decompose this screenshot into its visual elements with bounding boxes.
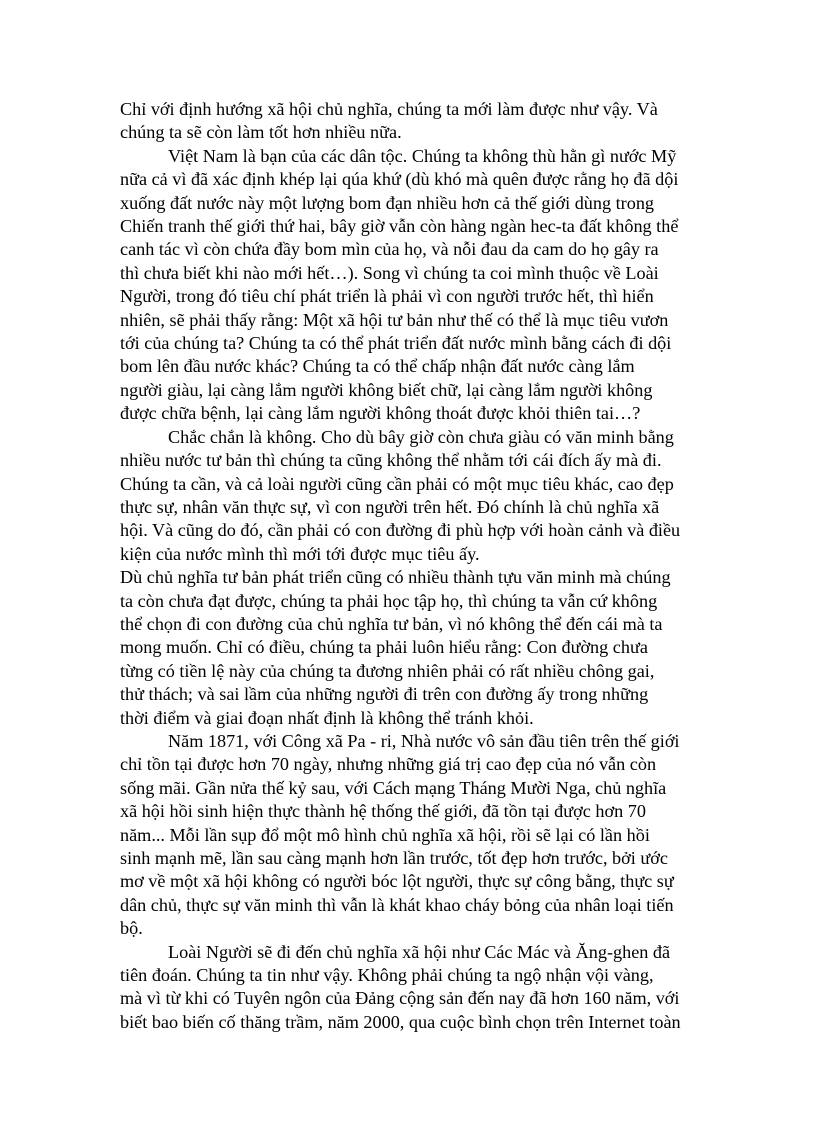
text-line: Dù chủ nghĩa tư bản phát triển cũng có nhiều thành tựu văn minh mà chúng [120,567,671,588]
text-line: Người, trong đó tiêu chí phát triển là phải vì con người trước hết, thì hiển [120,286,654,307]
paragraph-1 [120,98,700,145]
text-line: nhiên, sẽ phải thấy rằng: Một xã hội tư bản như thế có thể là mục tiêu vươn [120,309,669,330]
text-line: hội. Và cũng do đó, cần phải có con đường đi phù hợp với hoàn cảnh và điều [120,520,681,541]
body-text [120,98,700,1034]
text-line: Chỉ với định hướng xã hội chủ nghĩa, chúng ta mới làm được như vậy. Và [120,99,658,119]
paragraph-4 [120,566,700,730]
text-line: tiên đoán. Chúng ta tin như vậy. Không phải chúng ta ngộ nhận vội vàng, [120,965,654,986]
text-line: xã hội hồi sinh hiện thực thành hệ thống thế giới, đã tồn tại được hơn 70 [120,801,646,822]
text-line: kiện của nước mình thì mới tới được mục tiêu ấy. [120,543,480,564]
text-line: Chúng ta cần, và cả loài người cũng cần phải có một mục tiêu khác, cao đẹp [120,473,674,494]
text-line: sống mãi. Gần nửa thế kỷ sau, với Cách mạng Tháng Mười Nga, chủ nghĩa [120,777,667,798]
text-line: bom lên đầu nước khác? Chúng ta có thể chấp nhận đất nước càng lắm [120,356,635,377]
text-line: nữa cả vì đã xác định khép lại qúa khứ (dù khó mà quên được rằng họ đã dội [120,169,679,190]
text-line: bộ. [120,918,143,939]
text-line: chúng ta sẽ còn làm tốt hơn nhiều nữa. [120,122,402,143]
text-line: thì chưa biết khi nào mới hết…). Song vì chúng ta coi mình thuộc về Loài [120,262,659,283]
text-line: tới của chúng ta? Chúng ta có thể phát triển đất nước mình bằng cách đi dội [120,333,672,354]
text-line: thể chọn đi con đường của chủ nghĩa tư bản, vì nó không thể đến cái mà ta [120,613,663,634]
text-line: được chữa bệnh, lại càng lắm người không thoát được khỏi thiên tai…? [120,403,641,424]
text-line: từng có tiền lệ này của chúng ta đương nhiên phải có rất nhiều chông gai, [120,660,655,681]
text-line: chỉ tồn tại được hơn 70 ngày, nhưng những giá trị cao đẹp của nó vẫn còn [120,754,657,775]
paragraph-5 [120,730,700,941]
text-line: thử thách; và sai lầm của những người đi trên con đường ấy trong những [120,684,649,705]
text-line: Việt Nam là bạn của các dân tộc. Chúng ta không thù hằn gì nước Mỹ [168,145,677,166]
text-line: Năm 1871, với Công xã Pa - ri, Nhà nước vô sản đầu tiên trên thế giới [168,730,680,751]
text-line: biết bao biến cố thăng trầm, năm 2000, qua cuộc bình chọn trên Internet toàn [120,1011,681,1032]
text-line: dân chủ, thực sự văn minh thì vẫn là khát khao cháy bỏng của nhân loại tiến [120,894,674,915]
text-line: thời điểm và giai đoạn nhất định là không thể tránh khỏi. [120,707,534,728]
text-line: thực sự, nhân văn thực sự, vì con người trên hết. Đó chính là chủ nghĩa xã [120,496,660,517]
text-line: mà vì từ khi có Tuyên ngôn của Đảng cộng sản đến nay đã hơn 160 năm, với [120,988,680,1009]
text-line: canh tác vì còn chứa đầy bom mìn của họ, và nỗi đau da cam do họ gây ra [120,239,659,260]
text-line: ta còn chưa đạt được, chúng ta phải học tập họ, thì chúng ta vẫn cứ không [120,590,658,611]
text-line: Loài Người sẽ đi đến chủ nghĩa xã hội như Các Mác và Ăng-ghen đã [168,941,671,962]
text-line: xuống đất nước này một lượng bom đạn nhiều hơn cả thế giới dùng trong [120,192,655,213]
text-line: mơ về một xã hội không có người bóc lột người, thực sự công bằng, thực sự [120,871,674,892]
paragraph-2 [120,145,700,426]
paragraph-6 [120,941,700,1035]
text-line: sinh mạnh mẽ, lần sau càng mạnh hơn lần trước, tốt đẹp hơn trước, bởi ước [120,848,668,868]
text-line: Chắc chắn là không. Cho dù bây giờ còn chưa giàu có văn minh bằng [168,426,674,447]
text-line: năm... Mỗi lần sụp đổ một mô hình chủ nghĩa xã hội, rồi sẽ lại có lần hồi [120,824,650,845]
text-line: mong muốn. Chỉ có điều, chúng ta phải luôn hiểu rằng: Con đường chưa [120,637,648,658]
text-line: nhiều nước tư bản thì chúng ta cũng không thể nhằm tới cái đích ấy mà đi. [120,450,662,471]
text-line: Chiến tranh thế giới thứ hai, bây giờ vẫn còn hàng ngàn hec-ta đất không thể [120,216,679,237]
paragraph-3 [120,426,700,566]
text-line: người giàu, lại càng lắm người không biết chữ, lại càng lắm người không [120,379,653,400]
